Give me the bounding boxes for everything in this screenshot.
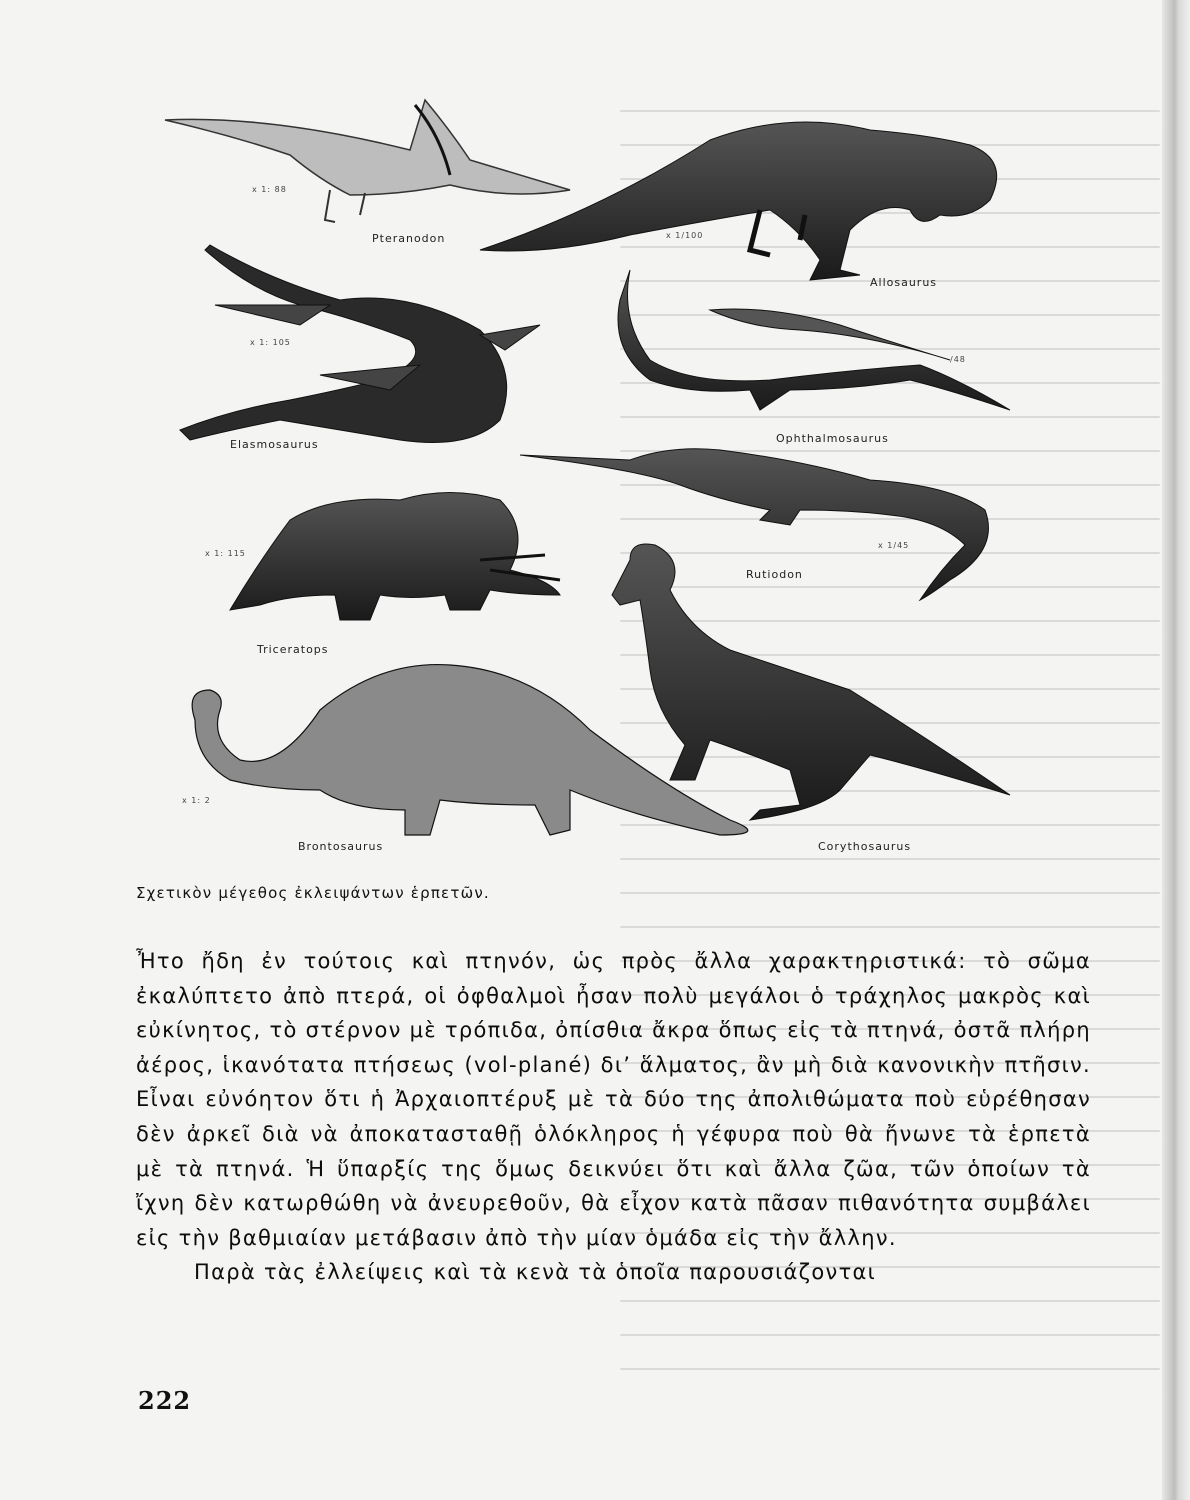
page-number: 222: [138, 1386, 192, 1415]
rutiodon-drawing: [520, 449, 988, 600]
triceratops-scale: x 1: 115: [205, 549, 246, 558]
corythosaurus-label: Corythosaurus: [818, 840, 912, 853]
allosaurus-label: Allosaurus: [870, 276, 938, 289]
allosaurus-drawing: [480, 122, 997, 289]
ophthalmosaurus-label: Ophthalmosaurus: [776, 432, 889, 445]
extinct-reptiles-illustration: [150, 90, 1050, 870]
ophthalmosaurus-drawing: [618, 270, 1010, 445]
paragraph: Παρὰ τὰς ἐλλείψεις καὶ τὰ κενὰ τὰ ὁποῖα παρουσιάζονται: [194, 1260, 877, 1285]
pteranodon-scale: x 1: 88: [252, 185, 287, 194]
elasmosaurus-label: Elasmosaurus: [230, 438, 319, 451]
allosaurus-scale: x 1/100: [666, 231, 704, 240]
triceratops-label: Triceratops: [257, 643, 329, 656]
pteranodon-drawing: [165, 100, 570, 245]
triceratops-drawing: [205, 493, 560, 657]
body-text: [136, 944, 1091, 1290]
elasmosaurus-drawing: [180, 245, 540, 451]
figure-caption: Σχετικὸν μέγεθος ἐκλειψάντων ἑρπετῶν.: [136, 884, 490, 902]
brontosaurus-scale: x 1: 2: [182, 796, 211, 805]
rutiodon-label: Rutiodon: [746, 568, 803, 581]
book-binding-shadow: [1162, 0, 1190, 1500]
pteranodon-label: Pteranodon: [372, 232, 446, 245]
elasmosaurus-scale: x 1: 105: [250, 338, 291, 347]
brontosaurus-label: Brontosaurus: [298, 840, 384, 853]
paragraph: Ἦτο ἤδη ἐν τούτοις καὶ πτηνόν, ὡς πρὸς ἄλλα χαρακτηριστικά: τὸ σῶμα ἐκαλύπτετο ἀπὸ πτερά, οἱ ὀφθαλμοὶ ἦσαν πολὺ μεγάλοι ὁ τράχηλος μακρὸς καὶ εὐκίνητος, τὸ στέρνον μὲ τρόπιδα, ὀπίσθια ἄκρα ὅπως εἰς τὰ πτηνά, ὀστᾶ πλήρη ἀέρος, ἱκανότατα πτήσεως (vol-plané) δι’ ἅλματος, ἂν μὴ διὰ κανονικὴν πτῆσιν. Εἶναι εὐνόητον ὅτι ἡ Ἀρχαιοπτέρυξ μὲ τὰ δύο της ἀπολιθώματα ποὺ εὑρέθησαν δὲν ἀρκεῖ διὰ νὰ ἀποκατασταθῇ ὁλόκληρος ἡ γέφυρα ποὺ θὰ ἤνωνε τὰ ἑρπετὰ μὲ τὰ πτηνά. Ἡ ὕπαρξίς της ὅμως δεικνύει ὅτι καὶ ἄλλα ζῶα, τῶν ὁποίων τὰ ἴχνη δὲν κατωρθώθη νὰ ἀνευρεθοῦν, θὰ εἶχον κατὰ πᾶσαν πιθανότητα συμβάλει εἰς τὴν βαθμιαίαν μετάβασιν ἀπὸ τὴν μίαν ὁμάδα εἰς τὴν ἄλλην.: [136, 949, 1091, 1250]
rutiodon-scale: x 1/45: [878, 541, 910, 550]
ophthalmosaurus-scale: /48: [950, 355, 966, 364]
